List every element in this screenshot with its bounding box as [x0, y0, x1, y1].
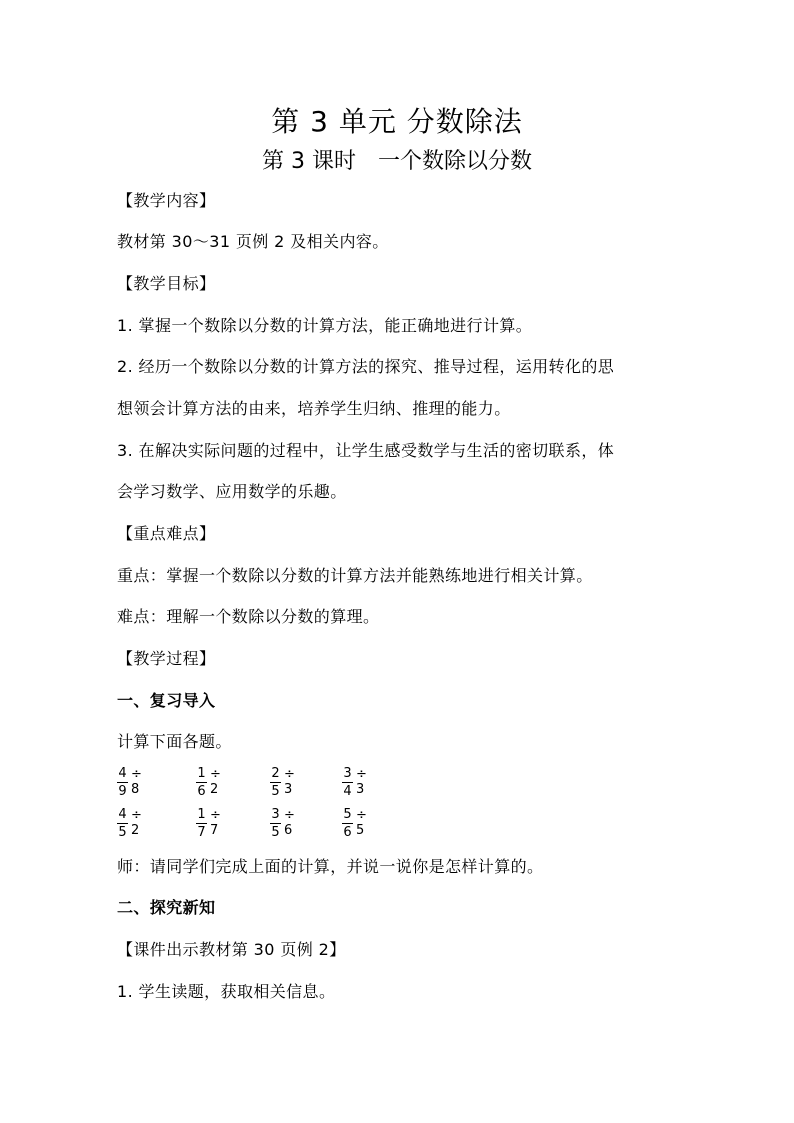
key-point: 重点：掌握一个数除以分数的计算方法并能熟练地进行相关计算。: [117, 566, 593, 585]
numerator: 3: [343, 765, 352, 781]
fraction: [196, 807, 207, 840]
section-heading-key-points: 【重点难点】: [117, 524, 216, 543]
divisor: ÷ 3: [356, 767, 367, 797]
numerator: 3: [271, 806, 280, 822]
exercise-item: [196, 801, 221, 845]
teacher-prompt: 师：请同学们完成上面的计算，并说一说你是怎样计算的。: [117, 857, 544, 876]
exercise-item: [342, 801, 367, 845]
fraction: [117, 766, 128, 799]
review-heading: 一、复习导入: [117, 691, 216, 710]
fraction: [196, 766, 207, 799]
divisor: ÷ 6: [284, 808, 295, 838]
divisor: ÷ 2: [131, 808, 142, 838]
numerator: 4: [118, 765, 127, 781]
goal-3-line-1: 3. 在解决实际问题的过程中，让学生感受数学与生活的密切联系，体: [117, 441, 615, 460]
lesson-number: 第 3 课时: [262, 149, 356, 174]
divisor: ÷ 8: [131, 767, 142, 797]
section-heading-process: 【教学过程】: [117, 649, 216, 668]
explore-heading: 二、探究新知: [117, 898, 216, 917]
denominator: 5: [271, 783, 280, 799]
exercise-item: [196, 760, 221, 804]
exercise-item: [117, 801, 142, 845]
numerator: 4: [118, 806, 127, 822]
denominator: 6: [343, 824, 352, 840]
denominator: 7: [197, 824, 206, 840]
fraction: [117, 807, 128, 840]
goal-1: 1. 掌握一个数除以分数的计算方法，能正确地进行计算。: [117, 316, 533, 335]
numerator: 1: [197, 806, 206, 822]
step-1: 1. 学生读题，获取相关信息。: [117, 982, 336, 1001]
exercise-item: [270, 801, 295, 845]
denominator: 4: [343, 783, 352, 799]
fraction: [342, 766, 353, 799]
exercise-item: [270, 760, 295, 804]
denominator: 6: [197, 783, 206, 799]
section-heading-goals: 【教学目标】: [117, 274, 216, 293]
divisor: ÷ 3: [284, 767, 295, 797]
goal-2-line-1: 2. 经历一个数除以分数的计算方法的探究、推导过程，运用转化的思: [117, 357, 615, 376]
numerator: 5: [343, 806, 352, 822]
denominator: 5: [271, 824, 280, 840]
numerator: 2: [271, 765, 280, 781]
fraction: [342, 807, 353, 840]
difficult-point: 难点：理解一个数除以分数的算理。: [117, 607, 380, 626]
goal-2-line-2: 想领会计算方法的由来，培养学生归纳、推理的能力。: [117, 399, 511, 418]
divisor: ÷ 7: [210, 808, 221, 838]
numerator: 1: [197, 765, 206, 781]
content-text: 教材第 30～31 页例 2 及相关内容。: [117, 232, 389, 251]
lesson-topic: 一个数除以分数: [377, 149, 532, 174]
page-title: 第 3 单元 分数除法: [271, 105, 523, 138]
courseware-note: 【课件出示教材第 30 页例 2】: [117, 940, 346, 959]
denominator: 9: [118, 783, 127, 799]
section-heading-content: 【教学内容】: [117, 191, 216, 210]
exercise-item: [117, 760, 142, 804]
exercise-item: [342, 760, 367, 804]
lesson-subtitle: [0, 144, 794, 175]
denominator: 5: [118, 824, 127, 840]
goal-3-line-2: 会学习数学、应用数学的乐趣。: [117, 482, 347, 501]
review-text: 计算下面各题。: [117, 732, 232, 751]
fraction: [270, 766, 281, 799]
divisor: ÷ 2: [210, 767, 221, 797]
divisor: ÷ 5: [356, 808, 367, 838]
fraction: [270, 807, 281, 840]
